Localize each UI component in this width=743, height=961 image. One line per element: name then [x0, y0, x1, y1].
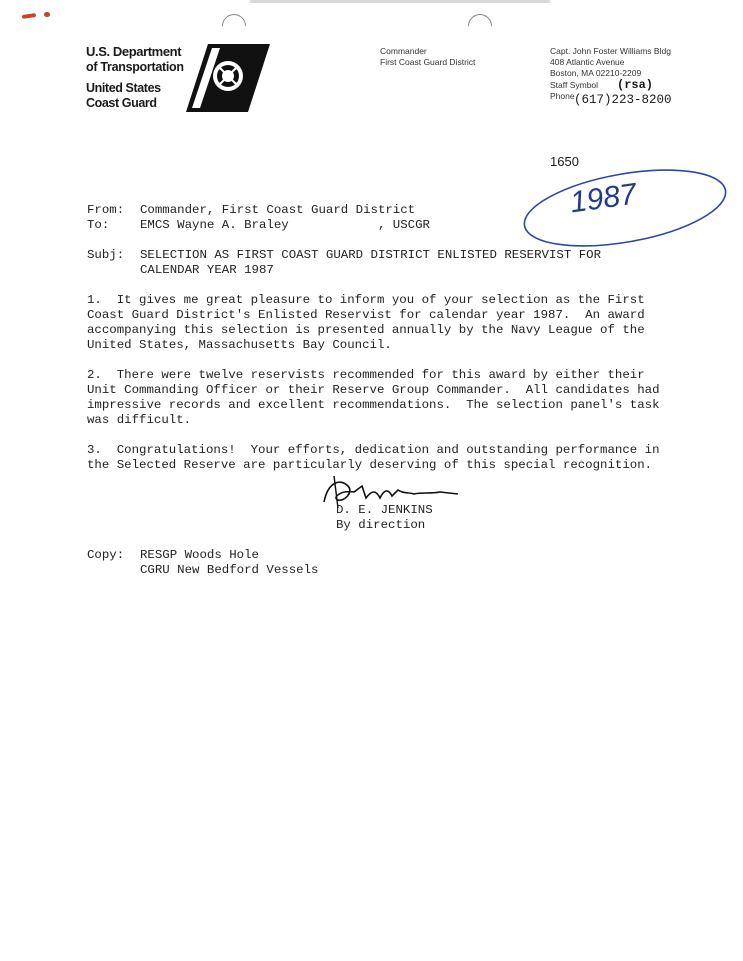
paragraph-3-line: 3. Congratulations! Your efforts, dedication and outstanding performance in [87, 443, 660, 457]
phone-value: (617)223-8200 [574, 93, 672, 107]
subj-line-2: CALENDAR YEAR 1987 [140, 263, 274, 277]
phone-label: Phone [550, 91, 575, 101]
commander-title: Commander [380, 46, 427, 56]
paragraph-1-line: 1. It gives me great pleasure to inform you of your selection as the First [87, 293, 645, 307]
copy-line-1: RESGP Woods Hole [140, 548, 259, 562]
agency-department: U.S. Department [86, 44, 182, 59]
from-label: From: [87, 203, 125, 217]
staff-symbol-value: (rsa) [617, 78, 654, 92]
coast-guard-emblem-icon [186, 44, 270, 112]
from-value: Commander, First Coast Guard District [140, 203, 416, 217]
agency-coast-guard: Coast Guard [86, 96, 157, 110]
address-street: 408 Atlantic Avenue [550, 57, 625, 67]
commander-district: First Coast Guard District [380, 57, 476, 67]
copy-label: Copy: [87, 548, 125, 562]
scan-mark [22, 13, 36, 19]
scan-smudge [250, 0, 550, 3]
to-value: EMCS Wayne A. Braley , USCGR [140, 218, 430, 232]
staff-symbol-label: Staff Symbol [550, 80, 599, 90]
paragraph-2-line: 2. There were twelve reservists recommended for this award by either their [87, 368, 645, 382]
punch-hole-arc [217, 9, 251, 43]
paragraph-1-line: United States, Massachusetts Bay Council. [87, 338, 392, 352]
signer-name: D. E. JENKINS [336, 503, 433, 517]
paragraph-1-line: accompanying this selection is presented annually by the Navy League of the [87, 323, 645, 337]
paragraph-2-line: impressive records and excellent recommendations. The selection panel's task [87, 398, 660, 412]
paragraph-1-line: Coast Guard District's Enlisted Reservist for calendar year 1987. An award [87, 308, 645, 322]
paragraph-2-line: was difficult. [87, 413, 192, 427]
subj-line-1: SELECTION AS FIRST COAST GUARD DISTRICT ENLISTED RESERVIST FOR [140, 248, 602, 262]
agency-transportation: of Transportation [86, 60, 184, 74]
subj-label: Subj: [87, 248, 125, 262]
year-handwritten: 1987 [567, 177, 639, 220]
signer-by-direction: By direction [336, 518, 426, 532]
scan-mark [44, 12, 50, 17]
agency-united-states: United States [86, 81, 161, 95]
address-city: Boston, MA 02210-2209 [550, 68, 642, 78]
punch-hole-arc [463, 9, 497, 43]
paragraph-2-line: Unit Commanding Officer or their Reserve Group Commander. All candidates had [87, 383, 660, 397]
copy-line-2: CGRU New Bedford Vessels [140, 563, 319, 577]
to-label: To: [87, 218, 110, 232]
file-number: 1650 [550, 154, 579, 169]
address-building: Capt. John Foster Williams Bldg [550, 46, 671, 56]
paragraph-3-line: the Selected Reserve are particularly deserving of this special recognition. [87, 458, 653, 472]
